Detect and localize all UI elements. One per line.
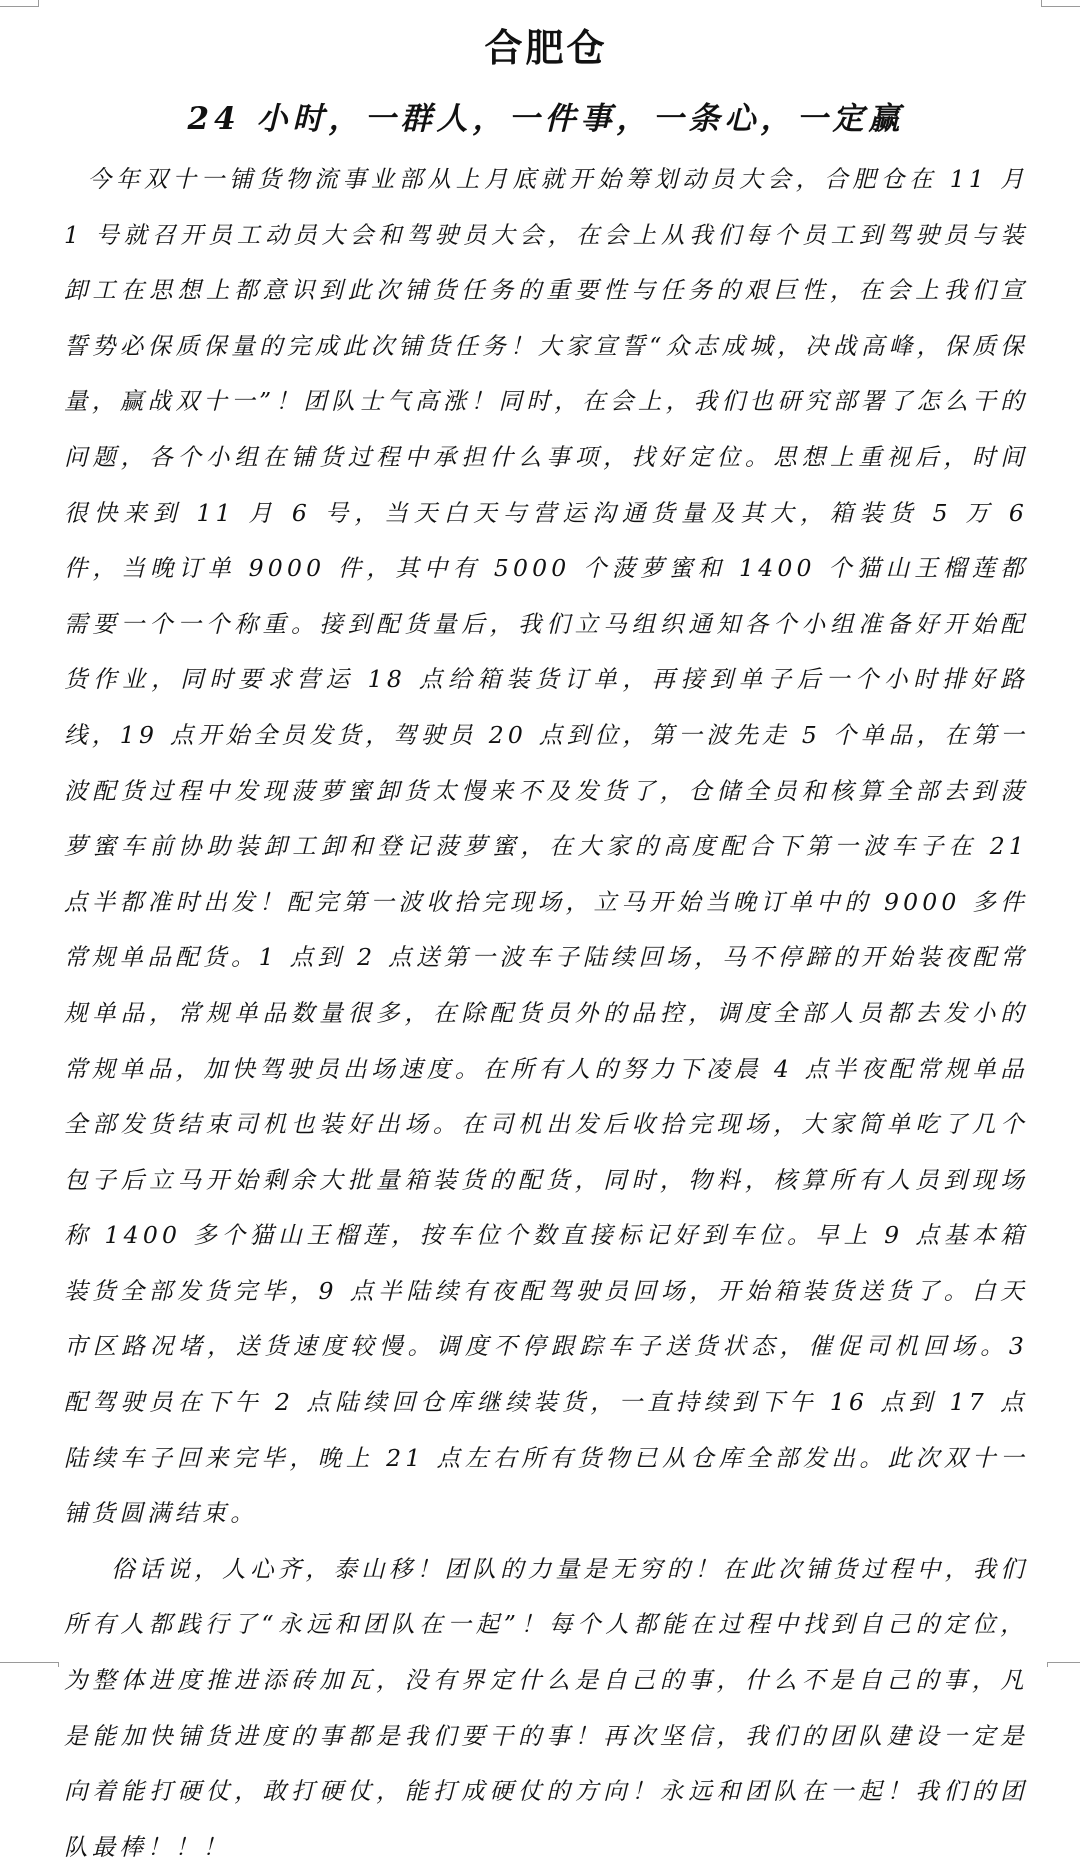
paragraph: 俗话说，人心齐，泰山移！团队的力量是无穷的！在此次铺货过程中，我们所有人都践行了“永远和团队在一起”！每个人都能在过程中找到自己的定位，为整体进度推进添砖加瓦，没有界定什么是自己的事，什么不是自己的事，凡是能加快铺货进度的事都是我们要干的事！再次坚信，我们的团队建设一定是向着能打硬仗，敢打硬仗，能打成硬仗的方向！永远和团队在一起！我们的团队最棒！！！ <box>64 1554 1028 1861</box>
paragraph: 今年双十一铺货物流事业部从上月底就开始筹划动员大会，合肥仓在 11 月 1 号就召开员工动员大会和驾驶员大会，在会上从我们每个员工到驾驶员与装卸工在思想上都意识到此次铺货任务的重要性与任务的艰巨性，在会上我们宣誓势必保质保量的完成此次铺货任务！大家宣誓“众志成城，决战高峰，保质保量，赢战双十一”！团队士气高涨！同时，在会上，我们也研究部署了怎么干的问题，各个小组在铺货过程中承担什么事项，找好定位。思想上重视后，时间很快来到 11 月 6 号，当天白天与营运沟通货量及其大，箱装货 5 万 6 件，当晚订单 9000 件，其中有 5000 个菠萝蜜和 1400 个猫山王榴莲都需要一个一个称重。接到配货量后，我们立马组织通知各个小组准备好开始配货作业，同时要求营运 18 点给箱装货订单，再接到单子后一个小时排好路线，19 点开始全员发货，驾驶员 20 点到位，第一波先走 5 个单品，在第一波配货过程中发现菠萝蜜卸货太慢来不及发货了，仓储全员和核算全部去到菠萝蜜车前协助装卸工卸和登记菠萝蜜，在大家的高度配合下第一波车子在 21 点半都准时出发！配完第一波收拾完现场，立马开始当晚订单中的 9000 多件常规单品配货。1 点到 2 点送第一波车子陆续回场，马不停蹄的开始装夜配常规单品，常规单品数量很多，在除配货员外的品控，调度全部人员都去发小的常规单品，加快驾驶员出场速度。在所有人的努力下凌晨 4 点半夜配常规单品全部发货结束司机也装好出场。在司机出发后收拾完现场，大家简单吃了几个包子后立马开始剩余大批量箱装货的配货，同时，物料，核算所有人员到现场称 1400 多个猫山王榴莲，按车位个数直接标记好到车位。早上 9 点基本箱装货全部发货完毕，9 点半陆续有夜配驾驶员回场，开始箱装货送货了。白天市区路况堵，送货速度较慢。调度不停跟踪车子送货状态，催促司机回场。3 配驾驶员在下午 2 点陆续回仓库继续装货，一直持续到下午 16 点到 17 点陆续车子回来完毕，晚上 21 点左右所有货物已从仓库全部发出。此次双十一铺货圆满结束。 <box>64 165 1028 1528</box>
page-corner-mark <box>0 0 39 7</box>
page-corner-mark <box>1041 0 1080 7</box>
document-subtitle: 24 小时，一群人，一件事，一条心，一定赢 <box>187 101 905 137</box>
page-corner-mark <box>1047 1662 1080 1667</box>
page-corner-mark <box>0 1662 59 1667</box>
document-title: 合肥仓 <box>484 25 608 70</box>
document-body <box>64 152 1028 1875</box>
